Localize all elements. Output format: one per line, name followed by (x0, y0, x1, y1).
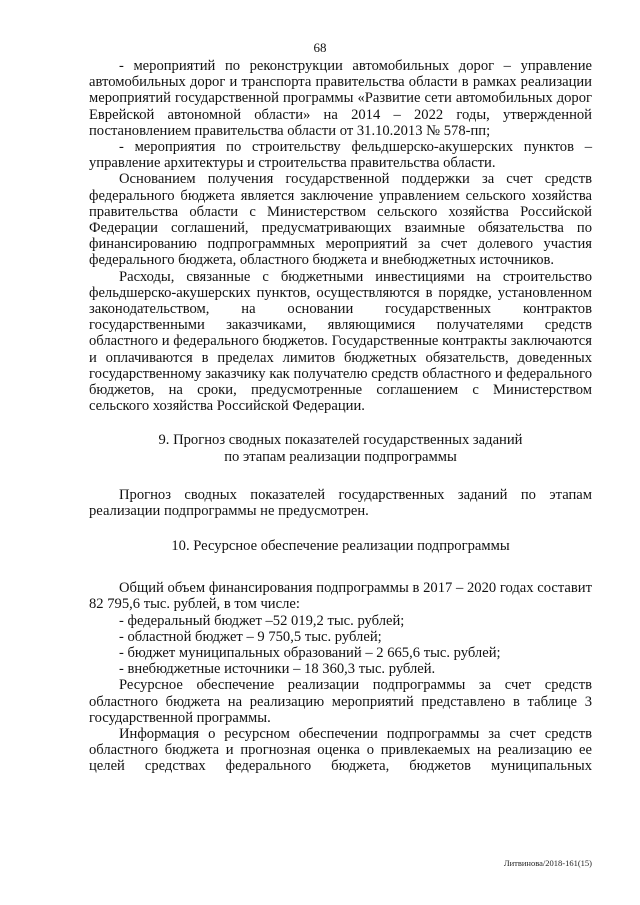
paragraph-road-reconstruction: - мероприятий по реконструкции автомобильных дорог – управление автомобильных дорог и транспорта правительства области в рамках реализации мероприятий государственной программы «Развитие сети автомобильных дорог Еврейской автономной области» на 2014 – 2022 годы, утвержденной постановлением правительства области от 31.10.2013 № 578-пп; (89, 58, 592, 139)
section-10-heading: 10. Ресурсное обеспечение реализации подпрограммы (171, 537, 510, 554)
section-10-para-resources: Ресурсное обеспечение реализации подпрограммы за счет средств областного бюджета на реализацию мероприятий представлено в таблице 3 государственной программы. (89, 677, 592, 726)
funding-item-extrabudgetary: - внебюджетные источники – 18 360,3 тыс. рублей. (119, 661, 436, 678)
paragraph-state-support-basis: Основанием получения государственной поддержки за счет средств федерального бюджета является заключение управлением сельского хозяйства правительства области с Министерством сельского хозяйства Российской Федерации соглашений, предусматривающих взаимные обязательства по финансированию подпрограммных мероприятий за счет долевого участия федерального бюджета, областного бюджета и внебюджетных источников. (89, 171, 592, 269)
section-9-heading (89, 432, 592, 465)
section-10-intro: Общий объем финансирования подпрограммы в 2017 – 2020 годах составит 82 795,6 тыс. рублей, в том числе: (89, 580, 592, 613)
funding-item-federal: - федеральный бюджет –52 019,2 тыс. рублей; (119, 612, 405, 629)
document-body (89, 58, 592, 775)
section-9-heading-line1: 9. Прогноз сводных показателей государственных заданий (158, 432, 523, 449)
paragraph-fap-construction: - мероприятия по строительству фельдшерско-акушерских пунктов – управление архитектуры и строительства правительства области. (89, 139, 592, 172)
section-9-text: Прогноз сводных показателей государственных заданий по этапам реализации подпрограммы не предусмотрен. (89, 487, 592, 520)
funding-item-municipal: - бюджет муниципальных образований – 2 665,6 тыс. рублей; (119, 644, 501, 661)
funding-item-regional: - областной бюджет – 9 750,5 тыс. рублей; (119, 628, 382, 645)
paragraph-investment-expenses: Расходы, связанные с бюджетными инвестициями на строительство фельдшерско-акушерских пунктов, осуществляются в порядке, установленном законодательством, на основании государственных контрактов государственными заказчиками, являющимися получателями средств областного и федерального бюджетов. Государственные контракты заключаются и оплачиваются в пределах лимитов бюджетных обязательств, доведенных государственному заказчику как получателю средств областного и федерального бюджетов, на сроки, предусмотренные соглашением с Министерством сельского хозяйства Российской Федерации. (89, 268, 592, 415)
section-10-para-information: Информация о ресурсном обеспечении подпрограммы за счет средств областного бюджета и прогнозная оценка о привлекаемых на реализацию ее целей средствах федерального бюджета, бюджетов муниципальных (89, 725, 592, 775)
footer-code: Литвинова/2018-161(15) (503, 858, 592, 868)
page-number: 68 (313, 40, 327, 55)
section-9-heading-line2: по этапам реализации подпрограммы (224, 448, 457, 465)
